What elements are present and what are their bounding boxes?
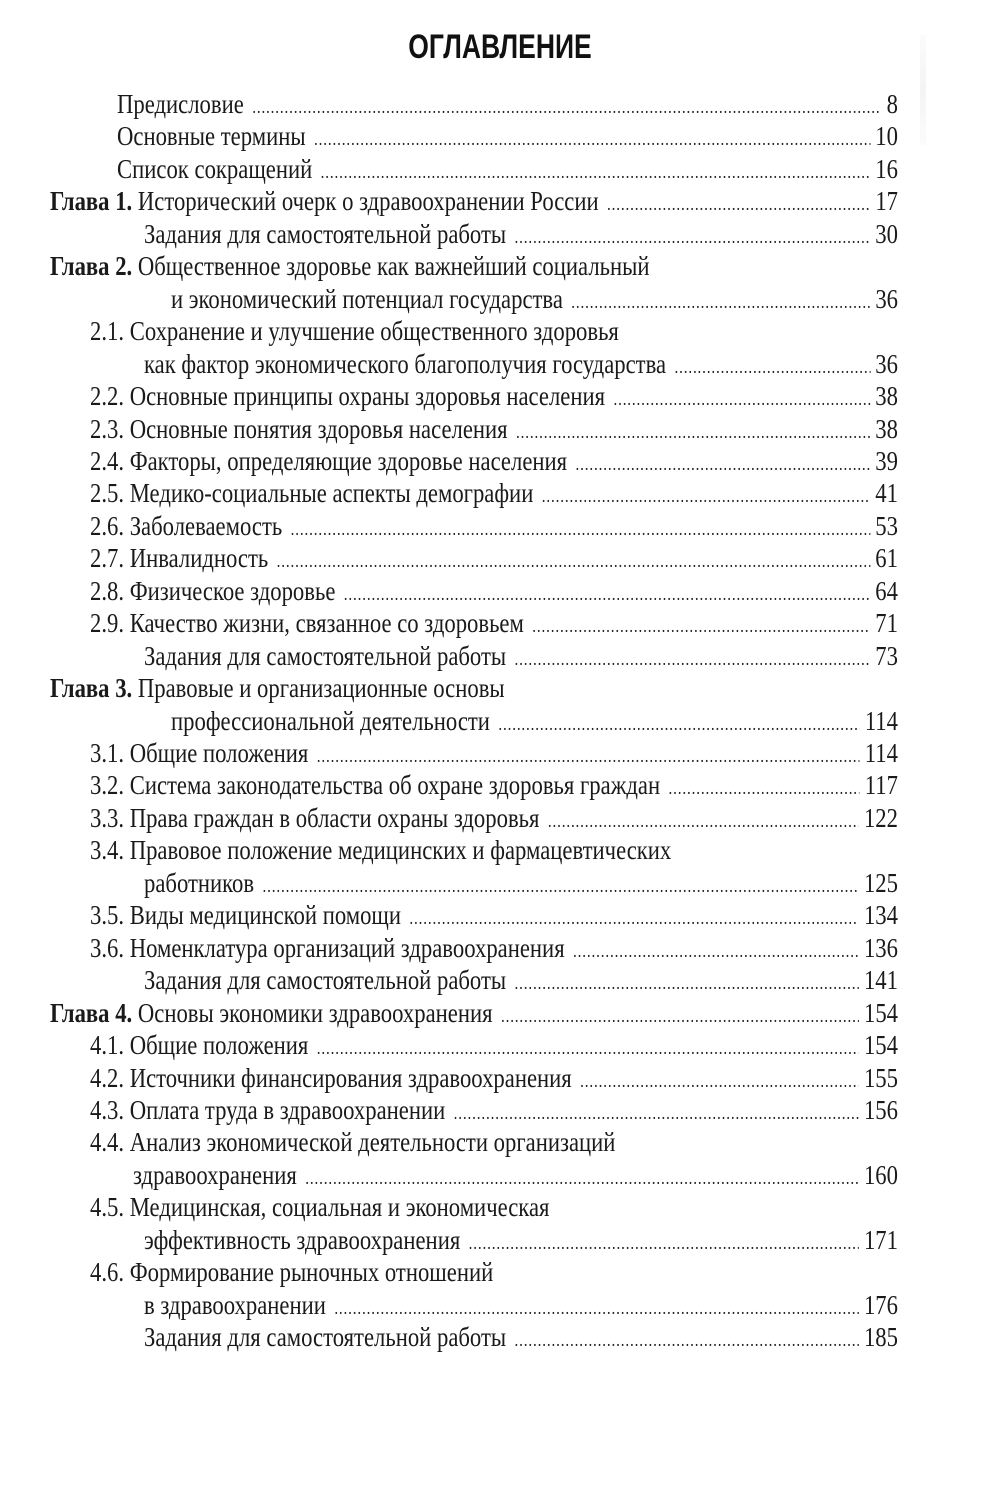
toc-entry-label [90,834,671,866]
section-number: 2.7. [90,543,125,574]
toc-entry-title: Задания для самостоятельной работы [144,965,507,996]
section-number: 2.2. [90,381,125,412]
dot-leader [262,870,858,902]
toc-entry-label [144,348,666,380]
toc-entry-title: Медико-социальные аспекты демографии [129,478,534,509]
dot-leader [501,1000,859,1032]
dot-leader [344,578,870,610]
toc-entry [0,1191,1000,1223]
page-number: 16 [875,153,898,184]
toc-entry-label [90,802,539,834]
page-number: 53 [875,510,898,541]
page-number: 114 [864,705,898,736]
toc-entry-label [90,575,335,607]
toc-entry-label [144,218,506,250]
toc-entry [0,510,1000,542]
dot-leader [291,513,871,545]
toc-entry [0,672,1000,704]
toc-entry [0,834,1000,866]
page-number: 155 [863,1062,898,1093]
toc-entry-label [90,1191,549,1223]
toc-entry-title: Список сокращений [117,153,313,184]
dot-leader [515,1324,859,1356]
toc-entry-title: Факторы, определяющие здоровье населения [129,445,568,476]
section-number: 3.1. [90,738,125,768]
dot-leader [532,610,870,642]
toc-entry-title: Задания для самостоятельной работы [144,640,507,671]
page-number: 30 [875,218,898,249]
toc-entry-label [144,1321,506,1353]
section-number: 3.4. [90,835,125,866]
toc-entry-title: как фактор экономического благополучия государства [144,348,667,379]
toc-entry [0,120,1000,152]
toc-entry-label [90,1126,615,1158]
section-number: 4.1. [90,1030,125,1061]
chapter-number: Глава 3. [50,673,133,704]
toc-entry-label [171,705,490,737]
dot-leader [305,1162,859,1194]
page-number: 36 [875,283,898,314]
toc-entry-label [117,88,244,120]
toc-entry-title: Задания для самостоятельной работы [144,218,507,249]
toc-entry-title: Система законодательства об охране здоровья граждан [129,770,661,801]
section-number: 2.6. [90,510,125,541]
dot-leader [409,902,858,934]
section-number: 3.3. [90,802,125,833]
page-number: 64 [875,575,898,606]
toc-entry [0,769,1000,801]
toc-entry-title: Виды медицинской помощи [129,900,402,931]
section-number: 3.2. [90,770,125,801]
toc-entry [0,932,1000,964]
toc-entry-label [50,997,493,1029]
toc-entry-label [90,607,524,639]
toc-entry-title: Основы экономики здравоохранения [137,997,493,1028]
section-number: 3.6. [90,932,125,963]
section-number: 4.5. [90,1192,125,1223]
page-number: 36 [875,348,898,379]
toc-entry-label [144,1289,326,1321]
toc-entry [0,705,1000,737]
chapter-number: Глава 1. [50,186,133,217]
toc-entry [0,899,1000,931]
toc-entry-label [117,120,306,152]
toc-entry-title: Правовое положение медицинских и фармацевтических [129,835,672,866]
toc-entry-label [90,1256,493,1288]
toc-entry-title: Формирование рыночных отношений [129,1257,494,1288]
toc-entry-label [171,283,563,315]
section-number: 4.6. [90,1257,125,1288]
dot-leader [498,708,859,740]
toc-entry-title: Физическое здоровье [129,575,336,606]
toc-entry-title: Исторический очерк о здравоохранении России [137,186,599,217]
dot-leader [277,545,871,577]
toc-entry-label [144,867,254,899]
toc-entry-title: Качество жизни, связанное со здоровьем [129,608,524,639]
page-number: 141 [863,965,898,996]
toc-entry-label [90,477,533,509]
toc-entry [0,575,1000,607]
dot-leader [613,383,870,415]
toc-entry-label [90,542,268,574]
toc-entry-title: Медицинская, социальная и экономическая [129,1192,550,1223]
toc-entry-title: Предисловие [117,89,244,119]
page-number: 171 [863,1224,898,1255]
toc-entry-title: Оплата труда в здравоохранении [129,1094,446,1125]
toc-entry-title: Общественное здоровье как важнейший социальный [137,251,650,282]
toc-entry-title: и экономический потенциал государства [171,283,563,314]
toc-entry-title: Права граждан в области охраны здоровья [129,802,540,833]
chapter-number: Глава 2. [50,251,133,282]
toc-entry [0,250,1000,282]
toc-entry [0,1256,1000,1288]
dot-leader [515,221,871,253]
page-number: 134 [863,900,898,931]
dot-leader [669,772,860,804]
toc-entry [0,867,1000,899]
toc-entry [0,1224,1000,1256]
toc-entry-title: Заболеваемость [129,510,283,541]
section-number: 2.1. [90,316,125,347]
dot-leader [542,480,871,512]
toc-entry-label [90,380,605,412]
toc-entry-title: Основные термины [117,121,306,152]
toc-entry-title: Задания для самостоятельной работы [144,1322,507,1353]
section-number: 4.3. [90,1094,125,1125]
toc-entry-label [90,413,508,445]
toc-entry-label [90,1062,572,1094]
section-number: 2.9. [90,608,125,639]
toc-entry [0,1321,1000,1353]
toc-entry-label [144,1224,460,1256]
section-number: 4.2. [90,1062,125,1093]
page-number: 41 [875,478,898,509]
toc-entry-title: работников [144,867,255,898]
page-number: 117 [864,770,898,801]
page-number: 156 [863,1094,898,1125]
page-number: 61 [875,543,898,574]
dot-leader [674,351,870,383]
page-number: 176 [863,1289,898,1320]
toc-entry [0,737,1000,769]
page-number: 8 [886,89,898,119]
toc-entry-label [117,153,312,185]
page-number: 154 [863,997,898,1028]
section-number: 2.3. [90,413,125,444]
toc-entry [0,1159,1000,1191]
dot-leader [469,1227,859,1259]
page-number: 114 [864,738,898,768]
toc-entry-title: Сохранение и улучшение общественного здоровья [129,316,619,347]
toc-entry [0,1029,1000,1061]
page-number: 38 [875,413,898,444]
dot-leader [334,1292,859,1324]
toc-entry-label [90,1094,445,1126]
toc-entry-title: в здравоохранении [144,1289,326,1320]
dot-leader [548,805,859,837]
dot-leader [252,91,881,123]
page-number: 122 [863,802,898,833]
toc-entry [0,153,1000,185]
toc-entry-label [144,640,506,672]
toc-entry-title: эффективность здравоохранения [144,1224,461,1255]
toc-entry [0,964,1000,996]
toc-entry [0,1126,1000,1158]
page-number: 160 [863,1159,898,1190]
toc-entry-title: Правовые и организационные основы [137,673,505,704]
dot-leader [516,416,870,448]
toc-entry [0,413,1000,445]
dot-leader [580,1065,859,1097]
dot-leader [515,643,871,675]
toc-entry-label [90,1029,308,1061]
toc-entry [0,802,1000,834]
page-number: 38 [875,381,898,412]
toc-entry-label [90,932,565,964]
toc-entry-label [133,1159,297,1191]
toc-entry-title: Общие положения [129,738,309,768]
toc-entry-label [90,315,619,347]
dot-leader [317,740,860,772]
dot-leader [515,967,859,999]
toc-entry [0,1094,1000,1126]
page-number: 10 [875,121,898,152]
page-number: 185 [863,1322,898,1353]
toc-entry-label [90,737,308,769]
toc-entry-label [90,769,660,801]
toc-entry-title: профессиональной деятельности [171,705,490,736]
toc-entry [0,315,1000,347]
section-number: 4.4. [90,1127,125,1158]
toc-entry [0,607,1000,639]
toc-entry-label [90,899,401,931]
toc-entry-label [90,510,282,542]
toc-entry [0,477,1000,509]
toc-entry-label [144,964,506,996]
toc-entry [0,640,1000,672]
toc-entry-title: Инвалидность [129,543,269,574]
toc-entry-title: Анализ экономической деятельности организаций [129,1127,616,1158]
toc-entry [0,542,1000,574]
toc-entry [0,997,1000,1029]
dot-leader [317,1032,859,1064]
page-number: 73 [875,640,898,671]
page-title: ОГЛАВЛЕНИЕ [408,28,592,66]
page-number: 39 [875,445,898,476]
page-number: 71 [875,608,898,639]
toc-entry [0,445,1000,477]
dot-leader [607,188,870,220]
toc-entry [0,348,1000,380]
dot-leader [321,156,871,188]
chapter-number: Глава 4. [50,997,133,1028]
toc-entry [0,283,1000,315]
toc-entry-label [50,250,649,282]
dot-leader [571,286,870,318]
section-number: 2.8. [90,575,125,606]
page-number: 154 [863,1030,898,1061]
page-number: 17 [875,186,898,217]
section-number: 2.5. [90,478,125,509]
section-number: 2.4. [90,445,125,476]
toc-entry-title: Основные принципы охраны здоровья населения [129,381,606,412]
toc-entry-label [50,185,599,217]
page-number: 136 [863,932,898,963]
section-number: 3.5. [90,900,125,931]
dot-leader [314,123,870,155]
page-number: 125 [863,867,898,898]
dot-leader [575,448,870,480]
toc-entry [0,380,1000,412]
toc-entry [0,1062,1000,1094]
toc-entry [0,1289,1000,1321]
toc-entry [0,88,1000,120]
toc-entry-label [90,445,567,477]
toc-entry-title: здравоохранения [133,1159,297,1190]
toc-entry-title: Основные понятия здоровья населения [129,413,508,444]
toc-entry-title: Общие положения [129,1030,309,1061]
toc-entry [0,185,1000,217]
dot-leader [454,1097,859,1129]
toc-entry [0,218,1000,250]
dot-leader [573,935,859,967]
toc-entry-title: Номенклатура организаций здравоохранения [129,932,565,963]
toc-entry-title: Источники финансирования здравоохранения [129,1062,572,1093]
toc-entry-label [50,672,505,704]
